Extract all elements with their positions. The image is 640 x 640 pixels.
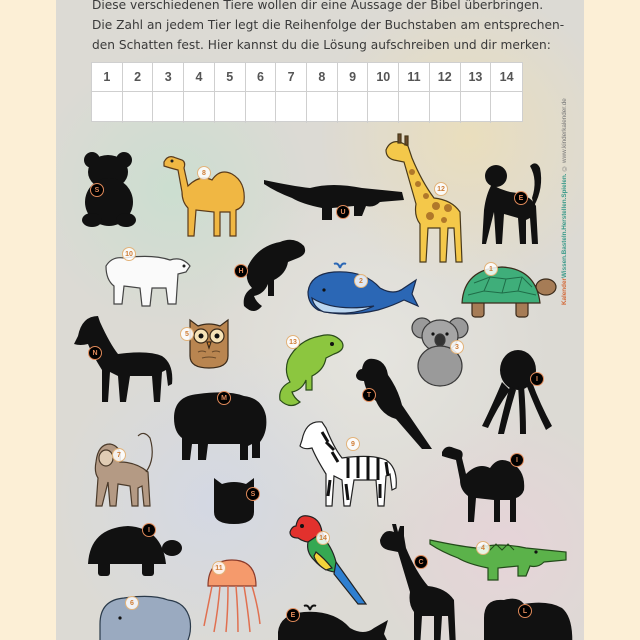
shadow-letter-badge: I <box>510 453 524 467</box>
monkey-shadow <box>482 158 546 248</box>
number-badge: 3 <box>450 340 464 354</box>
shadow-letter-badge: N <box>88 346 102 360</box>
answer-blank[interactable] <box>399 91 430 123</box>
answer-blank[interactable] <box>338 91 369 123</box>
octopus-shadow <box>480 350 554 436</box>
shadow-letter-badge: I <box>530 372 544 386</box>
shadow-letter-badge: L <box>518 604 532 618</box>
answer-blank[interactable] <box>307 91 338 123</box>
answer-blank[interactable] <box>491 91 522 123</box>
answer-blank[interactable] <box>153 91 184 123</box>
zebra-colored <box>298 418 400 510</box>
answer-blank[interactable] <box>430 91 461 123</box>
answer-blank[interactable] <box>276 91 307 123</box>
answer-blank[interactable] <box>461 91 492 123</box>
shadow-letter-badge: E <box>514 191 528 205</box>
answer-blank[interactable] <box>184 91 215 123</box>
grid-number: 7 <box>276 63 307 91</box>
shadow-letter-badge: S <box>246 487 260 501</box>
answer-blank[interactable] <box>123 91 154 123</box>
number-badge: 12 <box>434 182 448 196</box>
answer-blank[interactable] <box>368 91 399 123</box>
grid-number: 2 <box>123 63 154 91</box>
shadow-letter-badge: C <box>414 555 428 569</box>
grid-number: 13 <box>461 63 492 91</box>
elephant-colored <box>96 594 192 640</box>
monkey-colored <box>88 428 160 510</box>
whale-colored <box>304 262 420 320</box>
number-badge: 5 <box>180 327 194 341</box>
jellyfish-colored <box>202 556 262 634</box>
intro-line-2: Die Zahl an jedem Tier legt die Reihenfolge der Buchstaben am entsprechen- <box>92 18 565 32</box>
intro-text <box>92 0 565 55</box>
credit-part-a: Kalender <box>561 278 568 305</box>
grid-number: 10 <box>368 63 399 91</box>
number-badge: 14 <box>316 531 330 545</box>
camel-colored <box>160 152 252 240</box>
side-credit <box>561 50 571 305</box>
owl-colored <box>184 316 234 370</box>
grid-number: 5 <box>215 63 246 91</box>
number-badge: 11 <box>212 561 226 575</box>
grid-number: 9 <box>338 63 369 91</box>
grid-number: 6 <box>246 63 277 91</box>
crocodile-colored <box>428 530 568 586</box>
answer-blank[interactable] <box>92 91 123 123</box>
answer-blank[interactable] <box>246 91 277 123</box>
turtle-shadow <box>86 522 184 580</box>
giraffe-colored <box>382 132 468 264</box>
turtle-colored <box>460 263 558 321</box>
grid-number: 12 <box>430 63 461 91</box>
chameleon-colored <box>272 330 346 410</box>
answer-grid <box>91 62 523 122</box>
number-badge: 1 <box>484 262 498 276</box>
intro-line-3: den Schatten fest. Hier kannst du die Lösung aufschreiben und dir merken: <box>92 38 551 52</box>
grid-number: 3 <box>153 63 184 91</box>
number-badge: 4 <box>476 541 490 555</box>
shadow-letter-badge: S <box>90 183 104 197</box>
number-badge: 9 <box>346 437 360 451</box>
shadow-letter-badge: E <box>286 608 300 622</box>
shadow-letter-badge: I <box>142 523 156 537</box>
shadow-letter-badge: U <box>336 205 350 219</box>
intro-line-1: Diese verschiedenen Tiere wollen dir eine Aussage der Bibel überbringen. <box>92 0 544 12</box>
number-badge: 10 <box>122 247 136 261</box>
polar-bear-colored <box>102 252 192 308</box>
shadow-letter-badge: M <box>217 391 231 405</box>
number-badge: 6 <box>125 596 139 610</box>
number-badge: 8 <box>197 166 211 180</box>
grid-number: 1 <box>92 63 123 91</box>
grid-number: 11 <box>399 63 430 91</box>
number-badge: 2 <box>354 274 368 288</box>
number-badge: 7 <box>112 448 126 462</box>
credit-part-c: © www.kinderkalender.de <box>561 98 568 174</box>
grid-number: 4 <box>184 63 215 91</box>
number-badge: 13 <box>286 335 300 349</box>
credit-part-b: Wissen.Basteln.Herstellen.Spielen. <box>561 173 568 279</box>
grid-number: 8 <box>307 63 338 91</box>
shadow-letter-badge: T <box>362 388 376 402</box>
parrot-colored <box>286 512 368 606</box>
horse-shadow <box>72 314 176 406</box>
grid-number: 14 <box>499 70 514 84</box>
answer-blank[interactable] <box>215 91 246 123</box>
shadow-letter-badge: H <box>234 264 248 278</box>
